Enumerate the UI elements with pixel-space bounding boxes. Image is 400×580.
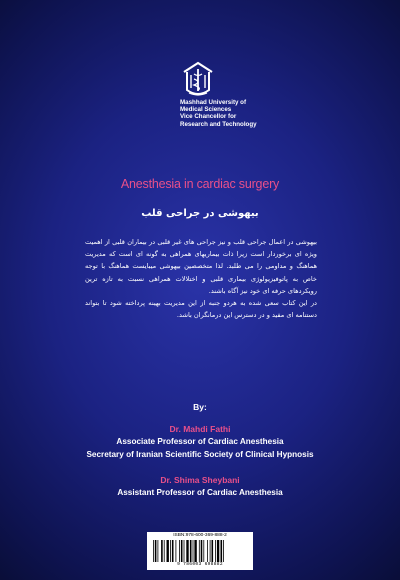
institution-line-3: Vice Chancellor for	[180, 113, 237, 121]
author-2-title: Assistant Professor of Cardiac Anesthesia	[117, 488, 283, 497]
description-paragraph-2: در این کتاب سعی شده به هردو جنبه از این مدیریت بهینه پرداخته شود تا بتواند دستنامه ای مفید و در دسترس این درمانگران باشد.	[85, 299, 317, 320]
institution-name	[180, 99, 280, 128]
isbn-label: ISBN:978-600-369-888-2	[173, 533, 227, 538]
author-1-affiliation: Secretary of Iranian Scientific Society of Clinical Hypnosis	[86, 450, 314, 459]
author-1-name: Dr. Mahdi Fathi	[169, 424, 231, 434]
description-paragraph-1: بیهوشی در اعمال جراحی قلب و نیز جراحی های غیر قلبی در بیماران قلبی از اهمیت ویژه ای برخوردار است زیرا ذات بیماریهای همراهی به گونه ای است که مدیریت هماهنگ و مداومی را می طلبد. لذا متخصصین بیهوشی میبایست هماهنگ با توجه خاص به پاتوفیزیولوژی بیماری قلبی و اختلالات همراهی نسبت به تازه ترین رویکردهای حرفه ای خود نیز آگاه باشند.	[85, 238, 317, 295]
institution-line-1: Mashhad University of	[180, 99, 247, 106]
barcode-icon	[153, 540, 247, 562]
by-label: By:	[193, 402, 207, 412]
author-2-name: Dr. Shima Sheybani	[160, 475, 240, 485]
institution-line-4: Research and Technology	[180, 120, 257, 128]
isbn-barcode	[147, 532, 253, 570]
barcode-number: 9 786003 698882	[177, 562, 223, 567]
book-title-english: Anesthesia in cardiac surgery	[120, 177, 280, 191]
institution-line-2: Medical Sciences	[180, 106, 232, 114]
author-1-title: Associate Professor of Cardiac Anesthesia	[116, 437, 284, 446]
university-emblem-icon	[178, 60, 218, 100]
book-title-persian: بیهوشی در جراحی قلب	[141, 208, 259, 219]
book-description	[85, 236, 317, 321]
